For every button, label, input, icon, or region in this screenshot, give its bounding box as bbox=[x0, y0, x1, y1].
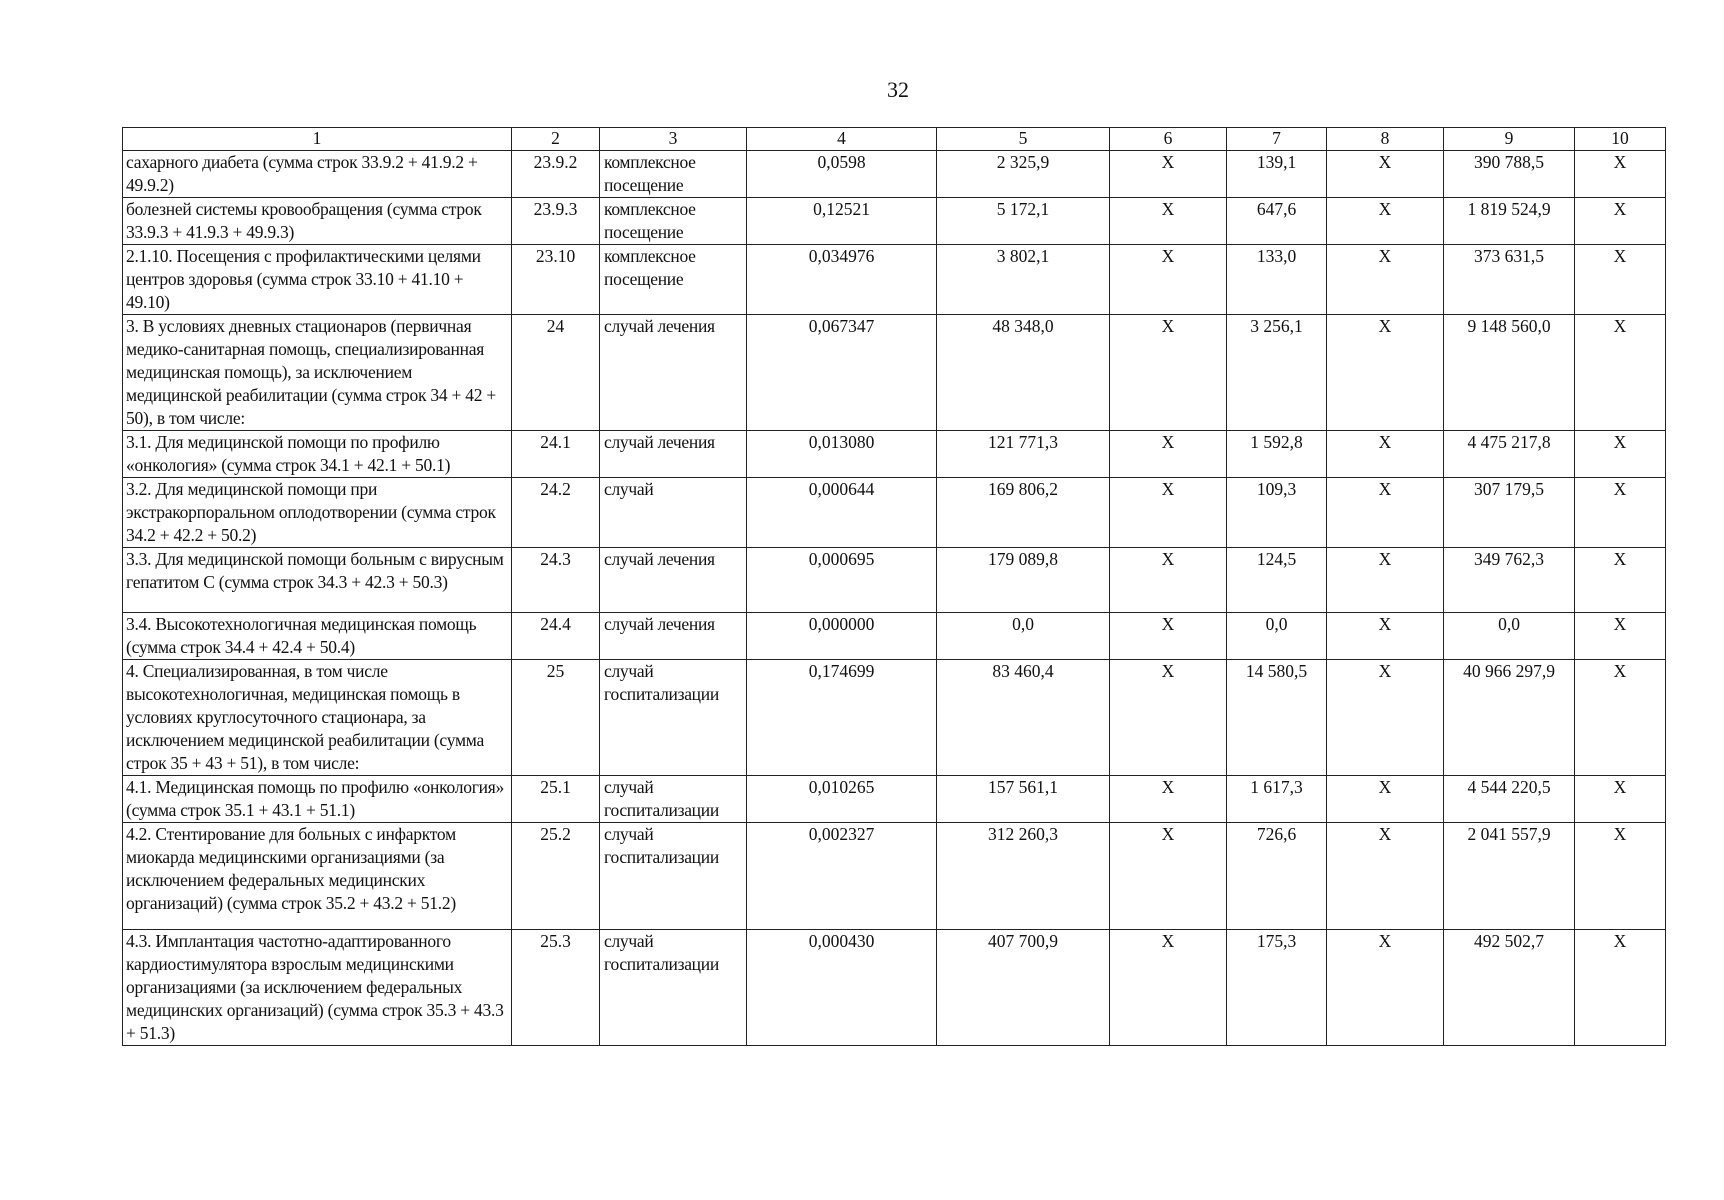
cell-unit: случай bbox=[600, 478, 747, 548]
cell-per-capita: 726,6 bbox=[1227, 823, 1327, 930]
cell-row-number: 25.3 bbox=[512, 930, 600, 1046]
cell-col-6: X bbox=[1110, 245, 1227, 315]
table-row bbox=[123, 198, 1666, 245]
cell-total-cost: 40 966 297,9 bbox=[1444, 660, 1575, 776]
cell-col-10: X bbox=[1575, 823, 1666, 930]
cell-row-number: 23.9.3 bbox=[512, 198, 600, 245]
cell-col-10: X bbox=[1575, 660, 1666, 776]
cell-col-8: X bbox=[1327, 548, 1444, 613]
cell-indicator-name: болезней системы кровообращения (сумма строк 33.9.3 + 41.9.3 + 49.9.3) bbox=[123, 198, 512, 245]
page-number: 32 bbox=[887, 77, 909, 102]
cell-col-10: X bbox=[1575, 930, 1666, 1046]
cell-indicator-name: 3. В условиях дневных стационаров (первичная медико-санитарная помощь, специализированная медицинская помощь), за исключением медицинской реабилитации (сумма строк 34 + 42 + 50), в том числе: bbox=[123, 315, 512, 431]
cell-col-6: X bbox=[1110, 315, 1227, 431]
cell-total-cost: 1 819 524,9 bbox=[1444, 198, 1575, 245]
cell-col-8: X bbox=[1327, 776, 1444, 823]
cell-col-10: X bbox=[1575, 315, 1666, 431]
table-row bbox=[123, 548, 1666, 613]
cell-unit: случай госпитализации bbox=[600, 930, 747, 1046]
cell-col-8: X bbox=[1327, 823, 1444, 930]
cell-per-capita: 109,3 bbox=[1227, 478, 1327, 548]
cell-volume-norm: 0,013080 bbox=[747, 431, 937, 478]
cell-unit: случай госпитализации bbox=[600, 823, 747, 930]
table-row bbox=[123, 245, 1666, 315]
cell-cost-norm: 48 348,0 bbox=[937, 315, 1110, 431]
cell-indicator-name: 4.3. Имплантация частотно-адаптированного кардиостимулятора взрослым медицинскими организациями (за исключением федеральных медицинских организаций) (сумма строк 35.3 + 43.3 + 51.3) bbox=[123, 930, 512, 1046]
cell-unit: случай лечения bbox=[600, 315, 747, 431]
cell-col-8: X bbox=[1327, 478, 1444, 548]
cell-cost-norm: 5 172,1 bbox=[937, 198, 1110, 245]
cell-cost-norm: 83 460,4 bbox=[937, 660, 1110, 776]
column-header-5: 5 bbox=[937, 128, 1110, 151]
cell-volume-norm: 0,000695 bbox=[747, 548, 937, 613]
cell-unit: случай лечения bbox=[600, 548, 747, 613]
cell-col-6: X bbox=[1110, 660, 1227, 776]
cell-indicator-name: 4. Специализированная, в том числе высокотехнологичная, медицинская помощь в условиях круглосуточного стационара, за исключением медицинской реабилитации (сумма строк 35 + 43 + 51), в том числе: bbox=[123, 660, 512, 776]
cell-unit: комплексное посещение bbox=[600, 245, 747, 315]
cell-indicator-name: 3.3. Для медицинской помощи больным с вирусным гепатитом С (сумма строк 34.3 + 42.3 + 50.3) bbox=[123, 548, 512, 613]
table-row bbox=[123, 930, 1666, 1046]
cell-total-cost: 492 502,7 bbox=[1444, 930, 1575, 1046]
header-row bbox=[123, 128, 1666, 151]
cell-cost-norm: 157 561,1 bbox=[937, 776, 1110, 823]
cell-row-number: 24.1 bbox=[512, 431, 600, 478]
cell-cost-norm: 0,0 bbox=[937, 613, 1110, 660]
cell-col-10: X bbox=[1575, 548, 1666, 613]
column-header-8: 8 bbox=[1327, 128, 1444, 151]
cell-col-6: X bbox=[1110, 823, 1227, 930]
table-body bbox=[123, 151, 1666, 1046]
table-row bbox=[123, 613, 1666, 660]
cell-col-10: X bbox=[1575, 245, 1666, 315]
cell-total-cost: 390 788,5 bbox=[1444, 151, 1575, 198]
cell-col-10: X bbox=[1575, 198, 1666, 245]
cell-col-6: X bbox=[1110, 548, 1227, 613]
cell-volume-norm: 0,0598 bbox=[747, 151, 937, 198]
cell-total-cost: 0,0 bbox=[1444, 613, 1575, 660]
cell-volume-norm: 0,12521 bbox=[747, 198, 937, 245]
cell-volume-norm: 0,034976 bbox=[747, 245, 937, 315]
cell-indicator-name: 3.1. Для медицинской помощи по профилю «онкология» (сумма строк 34.1 + 42.1 + 50.1) bbox=[123, 431, 512, 478]
cell-col-8: X bbox=[1327, 660, 1444, 776]
cell-cost-norm: 3 802,1 bbox=[937, 245, 1110, 315]
table-row bbox=[123, 776, 1666, 823]
cell-col-8: X bbox=[1327, 613, 1444, 660]
cell-per-capita: 1 592,8 bbox=[1227, 431, 1327, 478]
cell-total-cost: 2 041 557,9 bbox=[1444, 823, 1575, 930]
cell-volume-norm: 0,174699 bbox=[747, 660, 937, 776]
cell-row-number: 23.9.2 bbox=[512, 151, 600, 198]
cell-unit: случай лечения bbox=[600, 431, 747, 478]
table-row bbox=[123, 660, 1666, 776]
table-row bbox=[123, 823, 1666, 930]
cell-row-number: 24 bbox=[512, 315, 600, 431]
column-header-4: 4 bbox=[747, 128, 937, 151]
cell-per-capita: 0,0 bbox=[1227, 613, 1327, 660]
cell-per-capita: 124,5 bbox=[1227, 548, 1327, 613]
table-row bbox=[123, 151, 1666, 198]
table-row bbox=[123, 478, 1666, 548]
column-header-1: 1 bbox=[123, 128, 512, 151]
cell-col-10: X bbox=[1575, 776, 1666, 823]
cell-unit: случай госпитализации bbox=[600, 776, 747, 823]
cell-col-10: X bbox=[1575, 431, 1666, 478]
cell-per-capita: 14 580,5 bbox=[1227, 660, 1327, 776]
cell-total-cost: 4 475 217,8 bbox=[1444, 431, 1575, 478]
cell-col-6: X bbox=[1110, 198, 1227, 245]
column-header-2: 2 bbox=[512, 128, 600, 151]
cell-total-cost: 307 179,5 bbox=[1444, 478, 1575, 548]
cell-indicator-name: сахарного диабета (сумма строк 33.9.2 + 41.9.2 + 49.9.2) bbox=[123, 151, 512, 198]
cell-indicator-name: 2.1.10. Посещения с профилактическими целями центров здоровья (сумма строк 33.10 + 41.10 + 49.10) bbox=[123, 245, 512, 315]
cell-row-number: 24.2 bbox=[512, 478, 600, 548]
cell-total-cost: 373 631,5 bbox=[1444, 245, 1575, 315]
cell-unit: случай лечения bbox=[600, 613, 747, 660]
cell-cost-norm: 2 325,9 bbox=[937, 151, 1110, 198]
cell-col-8: X bbox=[1327, 198, 1444, 245]
cell-volume-norm: 0,000430 bbox=[747, 930, 937, 1046]
cell-cost-norm: 407 700,9 bbox=[937, 930, 1110, 1046]
cell-row-number: 25.1 bbox=[512, 776, 600, 823]
cell-unit: случай госпитализации bbox=[600, 660, 747, 776]
column-header-10: 10 bbox=[1575, 128, 1666, 151]
cell-indicator-name: 3.4. Высокотехнологичная медицинская помощь (сумма строк 34.4 + 42.4 + 50.4) bbox=[123, 613, 512, 660]
cell-volume-norm: 0,000644 bbox=[747, 478, 937, 548]
column-header-9: 9 bbox=[1444, 128, 1575, 151]
table-row bbox=[123, 315, 1666, 431]
cell-cost-norm: 312 260,3 bbox=[937, 823, 1110, 930]
cell-col-8: X bbox=[1327, 431, 1444, 478]
cell-per-capita: 133,0 bbox=[1227, 245, 1327, 315]
cell-col-8: X bbox=[1327, 930, 1444, 1046]
cell-unit: комплексное посещение bbox=[600, 151, 747, 198]
cell-row-number: 24.4 bbox=[512, 613, 600, 660]
cell-col-6: X bbox=[1110, 613, 1227, 660]
cell-col-6: X bbox=[1110, 930, 1227, 1046]
cell-col-6: X bbox=[1110, 431, 1227, 478]
cell-per-capita: 175,3 bbox=[1227, 930, 1327, 1046]
cell-unit: комплексное посещение bbox=[600, 198, 747, 245]
cell-total-cost: 349 762,3 bbox=[1444, 548, 1575, 613]
cell-row-number: 23.10 bbox=[512, 245, 600, 315]
cell-volume-norm: 0,002327 bbox=[747, 823, 937, 930]
column-header-7: 7 bbox=[1227, 128, 1327, 151]
cell-total-cost: 4 544 220,5 bbox=[1444, 776, 1575, 823]
cell-cost-norm: 179 089,8 bbox=[937, 548, 1110, 613]
cell-cost-norm: 169 806,2 bbox=[937, 478, 1110, 548]
cell-volume-norm: 0,067347 bbox=[747, 315, 937, 431]
cell-per-capita: 1 617,3 bbox=[1227, 776, 1327, 823]
cell-row-number: 25 bbox=[512, 660, 600, 776]
cell-col-10: X bbox=[1575, 613, 1666, 660]
cell-volume-norm: 0,010265 bbox=[747, 776, 937, 823]
cell-per-capita: 3 256,1 bbox=[1227, 315, 1327, 431]
cell-col-6: X bbox=[1110, 151, 1227, 198]
column-header-6: 6 bbox=[1110, 128, 1227, 151]
cell-col-8: X bbox=[1327, 245, 1444, 315]
cell-volume-norm: 0,000000 bbox=[747, 613, 937, 660]
cell-col-10: X bbox=[1575, 478, 1666, 548]
table-row bbox=[123, 431, 1666, 478]
cell-col-6: X bbox=[1110, 776, 1227, 823]
cell-col-8: X bbox=[1327, 315, 1444, 431]
cell-cost-norm: 121 771,3 bbox=[937, 431, 1110, 478]
cell-indicator-name: 4.2. Стентирование для больных с инфарктом миокарда медицинскими организациями (за исключением федеральных медицинских организаций) (сумма строк 35.2 + 43.2 + 51.2) bbox=[123, 823, 512, 930]
column-header-3: 3 bbox=[600, 128, 747, 151]
cell-row-number: 25.2 bbox=[512, 823, 600, 930]
cell-col-8: X bbox=[1327, 151, 1444, 198]
cell-row-number: 24.3 bbox=[512, 548, 600, 613]
cell-col-10: X bbox=[1575, 151, 1666, 198]
cell-per-capita: 647,6 bbox=[1227, 198, 1327, 245]
cell-total-cost: 9 148 560,0 bbox=[1444, 315, 1575, 431]
cell-indicator-name: 4.1. Медицинская помощь по профилю «онкология» (сумма строк 35.1 + 43.1 + 51.1) bbox=[123, 776, 512, 823]
cell-col-6: X bbox=[1110, 478, 1227, 548]
data-table bbox=[122, 127, 1666, 1046]
cell-indicator-name: 3.2. Для медицинской помощи при экстракорпоральном оплодотворении (сумма строк 34.2 + 42.2 + 50.2) bbox=[123, 478, 512, 548]
cell-per-capita: 139,1 bbox=[1227, 151, 1327, 198]
